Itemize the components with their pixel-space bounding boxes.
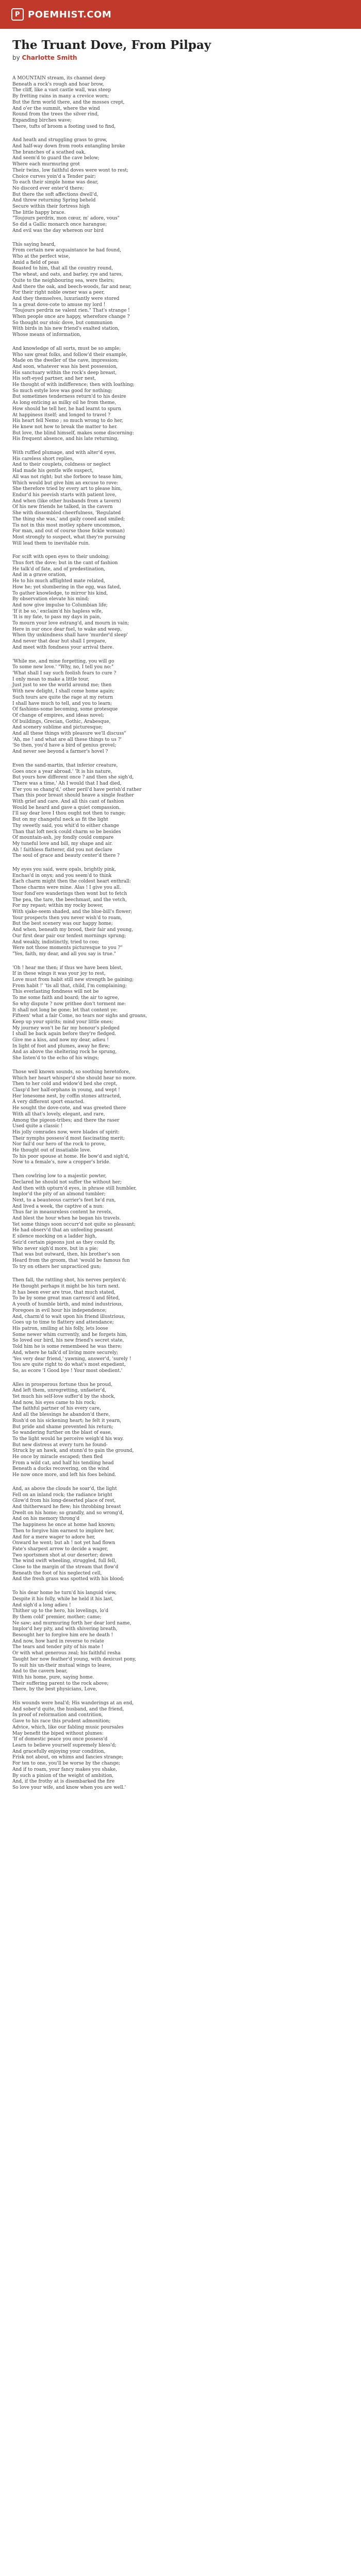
poem-line: Thither up to the hero, his lovelings, lo'd xyxy=(12,1608,109,1614)
poem-line: To his dear home he turn'd his languid view, xyxy=(12,1590,117,1596)
poem-line: Implor'd hey pity, and with shivering breath, xyxy=(12,1626,118,1632)
poem-line: Onward he went; but ah ! not yet had flown xyxy=(12,1540,116,1546)
stanza xyxy=(12,138,349,234)
poem-line: E'er you so chang'd,' other peril'd have perish'd rather xyxy=(12,787,142,792)
poem-line: Yet much his self-love suffer'd by the shock, xyxy=(12,1394,116,1400)
byline xyxy=(12,54,349,61)
poem-line: And, where he talk'd of living more securely; xyxy=(12,1350,119,1355)
poem-line: He sought the dove-cote, and was greeted there xyxy=(12,1106,126,1111)
poem-line: Of fashions-some becoming, some grotesque xyxy=(12,707,118,713)
poem-line: To the light would he perceive weigh'd his way. xyxy=(12,1436,124,1442)
poem-line: And there the oak, and beech-woods, far and near, xyxy=(12,284,132,290)
poem-line: Nor fail'd our hero of the rock to prove, xyxy=(12,1142,106,1147)
poem-line: But new distress at every turn he found- xyxy=(12,1442,108,1448)
poem-line: She listen'd to the echo of his wings; xyxy=(12,1056,99,1061)
poem-line: Their twins, low faithful doves were wont to rest; xyxy=(12,167,128,173)
poem-line: Round from the trees the silver rind, xyxy=(12,112,99,117)
poem-line: Those well known sounds, so soothing heretofore, xyxy=(12,1069,130,1075)
poem-line: 'It is my fate, to pass my days in pain, xyxy=(12,615,102,620)
poem-line: And threw returning Spring beheld xyxy=(12,198,96,204)
poem-line: Foregoes in evil hour his independence; xyxy=(12,1308,107,1313)
poem-line: "Yes, faith, my dear, and all you say is true." xyxy=(12,951,116,957)
poem-line: Fell on an inland rock; the radiance bright xyxy=(12,1492,112,1498)
poem-line: The pea, the tare, the beechmast, and the vetch, xyxy=(12,897,127,903)
poem-line: Then to forgive him earnest to implore her, xyxy=(12,1528,114,1534)
poem-line: And when (like other husbands from a tavern) xyxy=(12,498,121,504)
poem-line: But the best scenery was our happy home; xyxy=(12,921,113,927)
poem-line: At happiness itself; and longed to travel ? xyxy=(12,412,110,418)
poem-line: From a wild cat, and half his tendiing head xyxy=(12,1460,114,1466)
poem-line: Who saw great folks, and follow'd their example, xyxy=(12,352,127,358)
poem-content xyxy=(0,29,361,1791)
poem-line: The soul of grace and beauty center'd there ? xyxy=(12,853,120,859)
poem-line: And scenery sublime and picturesque; xyxy=(12,725,103,731)
poem-line: His wounds were heal'd; His wanderings at an end, xyxy=(12,1701,134,1706)
poem-line: His heart fell Nemo ; so much wrong to do her, xyxy=(12,418,123,424)
poem-line: The faithful partner of his every care, xyxy=(12,1406,101,1412)
poem-line: E silence mocking on a ladder high, xyxy=(12,1234,97,1240)
poem-line: Beneath a rock's rough and hoar brow, xyxy=(12,81,104,87)
poem-line: Where each murmuring grot xyxy=(12,162,80,167)
poem-line: And in a grave oration, xyxy=(12,572,67,578)
poem-line: To some new love.' "Why, no, I tell you no:" xyxy=(12,665,114,670)
poem-line: This saying heard, xyxy=(12,242,56,247)
poem-line: Two sportsmen shot at our deserter; down xyxy=(12,1552,113,1558)
poem-line: Yet some things soon occurr'd not quite so pleasant; xyxy=(12,1222,136,1227)
poem-line: But sometimes tenderness return'd to his desire xyxy=(12,394,126,400)
poem-line: His soft-eyed partner, and her nest, xyxy=(12,376,96,382)
poem-line: So wandering further on the blast of ease, xyxy=(12,1430,112,1436)
poem-line: Then cowlring low to a majestic powter, xyxy=(12,1174,107,1179)
poem-line: Beneath the foot of his neglected cell, xyxy=(12,1570,102,1576)
poem-line: And never that dear hut shall I prepare, xyxy=(12,639,107,645)
poem-line: And gracefully enjoying your condition, xyxy=(12,1749,106,1754)
poem-line: Glow'd from his long-deserted place of rest, xyxy=(12,1498,116,1504)
poem-line: A youth of humble birth, and mind industrious, xyxy=(12,1302,123,1308)
poem-line: How he; yet slumbering in the egg, was fated, xyxy=(12,584,121,590)
author-link[interactable]: Charlotte Smith xyxy=(22,54,77,61)
poem-line: No discord ever enter'd there; xyxy=(12,185,84,191)
poem-line: Secure within their fortress high xyxy=(12,204,90,210)
poem-line: All was not right; but she forbore to tease him, xyxy=(12,474,123,480)
poem-line: Fate's sharpest arrow to decide a wager, xyxy=(12,1546,108,1552)
poem-line: To be by some great man carress'd and fêted, xyxy=(12,1296,120,1301)
poem-line: Thy sweetly said, you whit'd to either change xyxy=(12,823,119,828)
poem-line: From habit !' 'tis all that, child, I'm complaining; xyxy=(12,983,127,989)
poem-line: 'What shall I say such foolish fears to cure ? xyxy=(12,670,117,676)
stanza xyxy=(12,1174,349,1270)
poem-line: For scift with open eyes to their undoing; xyxy=(12,554,110,560)
poem-line: 'If of domestic peace you once possess'd xyxy=(12,1737,108,1742)
poem-line: The tears and tender pity of his mate ! xyxy=(12,1645,104,1650)
poem-line: And heath and struggling grass to grow, xyxy=(12,138,107,143)
poem-line: So thought our stoic dove, but communion xyxy=(12,320,113,326)
poem-line: Taught her now feather'd young, with dexicust pony, xyxy=(12,1656,136,1662)
poem-line: Heard from the groom, that 'would be famous fun xyxy=(12,1258,130,1263)
poem-line: By observation elevate his mind; xyxy=(12,597,89,602)
poem-line: I only mean to make a little tour, xyxy=(12,676,90,682)
poem-line: Had made his gentle wife suspect, xyxy=(12,468,94,474)
poem-line: She with dissembled cheerfulness, 'Regulated xyxy=(12,511,121,516)
poem-line: And, if the frothy at is disembarked the fire xyxy=(12,1779,115,1785)
poem-line: Choice curves yoin'd a Tender pair; xyxy=(12,174,96,179)
poem-line: Who at the perfect wise, xyxy=(12,253,70,259)
poem-line: The happiness he once at home had known; xyxy=(12,1522,116,1528)
stanza xyxy=(12,1590,349,1693)
poem-line: Enchas'd in onyx; and you seem'd to think xyxy=(12,873,112,878)
poem-line: And they themselves, luxuriantly were stored xyxy=(12,296,120,301)
poem-line: But the firm world there, and the mosses crept, xyxy=(12,99,125,105)
poem-line: I'll say dear love I thou ought not then to range; xyxy=(12,811,126,817)
poem-line: So, as ecore 'I Good bye ! Your most obedient.' xyxy=(12,1368,123,1374)
poem-line: Her lonesome nest, by coffin stones attracted, xyxy=(12,1093,121,1099)
poem-line: Each charm might then the coldest heart enthrall: xyxy=(12,879,131,885)
poem-line: 'While me, and mine forgetting, you will go xyxy=(12,658,114,664)
poem-line: Learn to believe yourself supremely bless'd; xyxy=(12,1743,117,1748)
poem-line: And for a mere wager to adore her, xyxy=(12,1534,95,1540)
poem-line: And meet with fondness your arrival there. xyxy=(12,645,114,650)
poem-line: His patron, smiling at his folly, lets loose xyxy=(12,1326,108,1331)
poem-line: From certain new acquaintance he had found, xyxy=(12,248,121,253)
poem-line: He once by miracle escaped; then fled xyxy=(12,1454,103,1460)
stanza xyxy=(12,76,349,130)
poem-line: When thy unkindness shall have 'murder'd sleep' xyxy=(12,633,128,638)
poem-line: With grief and care. And all this cant of fashion xyxy=(12,799,124,805)
poem-line: And to the cavern bear, xyxy=(12,1669,68,1674)
poem-line: And, charm'd to wait upon his friend illustrious, xyxy=(12,1314,125,1319)
poem-line: Clasp'd her half-orphans in young, and wept ! xyxy=(12,1087,120,1093)
poem-line: It has been ever are true, that much stated, xyxy=(12,1290,116,1295)
poem-line: But on my changeful neck as fit the light xyxy=(12,817,108,823)
poem-line: You are quite right to do what's most expedient, xyxy=(12,1362,126,1368)
poem-line: Here in our once dear fuel, to wake and weep, xyxy=(12,626,122,632)
poem-line: Ah ! faithless flatterer, did you not declare xyxy=(12,847,112,853)
poem-line: Goes once a year abroad.' 'It is his nature, xyxy=(12,769,112,774)
poem-line: The branches of a scathed oak, xyxy=(12,149,86,155)
poem-line: And if to roam, your fancy makes you shake, xyxy=(12,1767,117,1772)
poem-line: And thitherward he flew; his throbbing breast xyxy=(12,1504,121,1510)
poem-line: Alles in prosperous fortune thus he proud, xyxy=(12,1382,112,1387)
poem-line: But pride and shame prevented his return; xyxy=(12,1424,113,1430)
poem-line: And blest the hour when he began his travels. xyxy=(12,1216,121,1222)
poem-line: Declared he should not suffer the without her; xyxy=(12,1179,122,1185)
poem-line: So why dispute ? now prithee don't torment me: xyxy=(12,1001,126,1007)
poem-line: So love your wife, and know when you are well.' xyxy=(12,1785,126,1790)
poem-line: By fretting rains in many a crevice worn; xyxy=(12,94,109,99)
poem-line: To try on others her unpracticed gun; xyxy=(12,1264,101,1269)
poem-line: Who never sigh'd more, but in a pie; xyxy=(12,1246,99,1251)
poem-line: To me some faith and board; the air to agree, xyxy=(12,995,120,1001)
poem-line: He knew not how to break the matter to her. xyxy=(12,424,118,430)
poem-line: Frisk not about, on whims and fancies strange; xyxy=(12,1755,124,1760)
poem-line: With all that's lovely, elegant, and rare, xyxy=(12,1111,105,1117)
poem-line: With ruffled plumage, and with alter'd eyes, xyxy=(12,450,117,456)
poem-line: Fifteen' what a fair Come, no tears nor sighs and groans, xyxy=(12,1013,147,1019)
poem-line: And knowledge of all sorts, must be so ample; xyxy=(12,346,121,351)
poem-line: 'If it be so,' exclaim'd his hapless wife, xyxy=(12,608,103,614)
poem-line: Tis not in this most motley sphere uncommon, xyxy=(12,522,122,528)
site-logo[interactable] xyxy=(11,8,111,21)
poem-line: For ten to one, you'll be worse by the change; xyxy=(12,1761,121,1767)
poem-line: To his poor spouse at home. He bow'd and sigh'd, xyxy=(12,1154,129,1159)
stanza xyxy=(12,1070,349,1166)
poem-line: And now, his eyes came to his rock; xyxy=(12,1400,96,1405)
poem-line: And now, how hard in reverse to relate xyxy=(12,1638,104,1644)
poem-line: May benefit the biped without plumes: xyxy=(12,1731,104,1736)
poem-line: Seiz'd certain pigeons just as they could fly, xyxy=(12,1240,116,1245)
poem-line: Despite it his folly, while he held it his last, xyxy=(12,1596,114,1602)
poem-line: There, tufts of broom a footing used to find, xyxy=(12,124,116,129)
stanza xyxy=(12,1278,349,1374)
poem-line: And sigh'd a long adieu ! xyxy=(12,1602,71,1608)
poem-line: And all these things with pleasure we'll discuss" xyxy=(12,731,126,737)
stanza xyxy=(12,554,349,651)
poem-line: Such tours are quite the rage at my return xyxy=(12,694,113,700)
poem-line: And to their couplets, coldness or neglect xyxy=(12,462,111,468)
poem-line: My eyes you said, were opals, brightly pink, xyxy=(12,867,116,873)
poem-line: And half-way down from roots entangling broke xyxy=(12,144,125,149)
poem-line: And left them, unregretting, unfaeter'd, xyxy=(12,1388,106,1394)
poem-line: By such a pinion of the weight of ambition, xyxy=(12,1773,114,1778)
poem-line: And, as above the clouds he soar'd, the light xyxy=(12,1486,117,1492)
poem-line: With sjake-seem shaded, and the blue-bill's flower; xyxy=(12,909,133,914)
stanza xyxy=(12,1701,349,1791)
poem-line: I shall be back again before they're fledged. xyxy=(12,1031,117,1037)
poem-line: So much estyle love was good for nothing; xyxy=(12,388,112,394)
poem-line: 'Oh ! hear me then; if thus we have been blest, xyxy=(12,965,123,971)
poem-line: "Toujours perdrix ne valent rien." That's strange ! xyxy=(12,308,130,314)
poem-line: The wind swift wheeling, struggled, full fell, xyxy=(12,1558,117,1564)
poem-line: So loved our bird, his new friend's secret state, xyxy=(12,1338,124,1344)
poem-line: The cliff, like a vast castle wall, was steep xyxy=(12,88,111,93)
poem-line: By them cold' premier, mother; came; xyxy=(12,1614,102,1620)
poem-line: Or with what generous zeal; his faithful resha xyxy=(12,1651,121,1656)
poem-line: Than this poor breast should heave a single feather xyxy=(12,793,134,799)
poem-line: Quite to the neighbouring sea, were theirs; xyxy=(12,278,114,283)
poem-line: Your prospects then you never wish'd to roam, xyxy=(12,915,122,921)
poem-line: She therefore tried by every art to please him, xyxy=(12,486,122,492)
poem-line: Which would but give him an excuse to rove: xyxy=(12,480,119,486)
poem-line: Gave to his race this prudent admonition; xyxy=(12,1719,111,1724)
poem-line: He now once more, and left his foes behind. xyxy=(12,1472,117,1478)
poem-line: With his home, pure, saying home. xyxy=(12,1674,94,1680)
poem-line: Thus far in measureless content he revels, xyxy=(12,1210,112,1215)
poem-line: Goes up to time to flattery and attendance; xyxy=(12,1320,114,1326)
poem-line: Made on the dweller of the cave, impression; xyxy=(12,358,119,364)
poem-line: My tuneful love and bill, my shape and air. xyxy=(12,841,113,846)
poem-line: That was but outward, then, his brother's son xyxy=(12,1252,120,1258)
poem-line: 'So then, you'd have a bird of genius grovel; xyxy=(12,743,117,749)
stanza xyxy=(12,346,349,443)
poem-line: So did a Gallic monarch once harangue; xyxy=(12,222,107,228)
poem-line: Ne saw; and murmuring forth her dear lord name, xyxy=(12,1620,132,1626)
stanza xyxy=(12,965,349,1062)
poem-line: In a great dove-cote to amuse my lord ! xyxy=(12,302,106,308)
poem-line: He thought perhaps it might be his turn next. xyxy=(12,1284,120,1290)
poem-line: In proof of reformation and contrition, xyxy=(12,1713,103,1718)
poem-line: Which her heart whisper'd she should hear no more. xyxy=(12,1075,137,1081)
poem-line: The wheat, and oats, and barley, rye and tares, xyxy=(12,272,123,278)
poem-line: 'Yes very dear friend,' yawning, answer'd, 'surely ! xyxy=(12,1356,132,1362)
poem-line: Used quite a classic ! xyxy=(12,1124,63,1129)
poem-line: Your fond'ere wanderings then wont but to fetch xyxy=(12,891,127,896)
poem-line: To each their simple home was dear, xyxy=(12,180,99,185)
poem-line: Keep up your spirits; mind your little ones; xyxy=(12,1019,113,1025)
poem-line: Next, to a beauteous carrier's feet he'd run, xyxy=(12,1197,116,1203)
poem-line: Their suffering parent to the rock above; xyxy=(12,1681,109,1686)
stanza xyxy=(12,242,349,338)
stanza xyxy=(12,1382,349,1479)
poem-line: And the fresh grass was spotted with his blood; xyxy=(12,1577,125,1582)
poem-title: The Truant Dove, From Pilpay xyxy=(12,38,211,52)
poem-line: Then to her cold and widow'd bed she crept, xyxy=(12,1081,118,1087)
poem-line: He thought of with indifference; then with loathing; xyxy=(12,382,135,388)
poem-line: Whose means of information, xyxy=(12,332,81,338)
poem-line: To suit his un-their mutual wings to leave, xyxy=(12,1663,112,1668)
poem-line: And weakly, indistinctly, tried to coo; xyxy=(12,939,100,945)
poem-line: The thing she was,' and gaily cooed and smiled; xyxy=(12,516,125,522)
site-header xyxy=(0,0,361,29)
poem-line: He thought out of insatiable love. xyxy=(12,1148,91,1154)
poem-line: Will lead them to inevitable ruin. xyxy=(12,540,90,546)
poem-line: There, by the best physicians, Love, xyxy=(12,1687,97,1692)
poem-line: Give me a kiss, and now my dear, adieu ! xyxy=(12,1038,109,1043)
poem-line: As long enticing as milky oil he from theme, xyxy=(12,400,117,406)
poem-line: For man, and out of course those fickle woman) xyxy=(12,529,125,534)
poem-line: In light of foot and plumes, away he flew; xyxy=(12,1043,110,1049)
poem-line: With birds in his new friend's exalted station, xyxy=(12,326,120,332)
poem-line: Rush'd on his sickening heart; he felt it yearn, xyxy=(12,1418,122,1423)
poem-line: And as above the sheltering rock he sprung, xyxy=(12,1049,117,1055)
poem-line: Love must from habit still new strength be gaining; xyxy=(12,977,134,983)
poem-line: Endur'd his peevish starts with patient love, xyxy=(12,493,117,498)
poem-line: His sanctuary within the rock's deep breast, xyxy=(12,370,117,376)
poem-line: My journey won't be far my honour's pledged xyxy=(12,1025,120,1031)
poem-line: Beneath a ducks recovering, on the wind xyxy=(12,1466,109,1472)
stanza xyxy=(12,867,349,958)
poem-line: A MOUNTAIN stream, its channel deep xyxy=(12,76,106,81)
poem-line: But yours how different once ? and then she sigh'd, xyxy=(12,775,134,781)
poem-line: And now give impulse to Columbian life; xyxy=(12,602,108,608)
poem-line: And then with upturn'd eyes, in phrase still humbler, xyxy=(12,1185,137,1191)
poem-line: But love, the blind himself, makes some discerning: xyxy=(12,430,134,436)
poem-line: When people once are happy, wherefore change ? xyxy=(12,314,130,320)
poem-line: If in these wings it was your joy to rest, xyxy=(12,971,106,977)
by-label: by xyxy=(12,54,20,61)
poem-line: Amid a field of peas xyxy=(12,260,59,265)
poem-line: To mourn your love estrang'd, and mourn in vain; xyxy=(12,621,129,626)
poem-line: He talk'd of fate, and of predestination, xyxy=(12,566,106,572)
poem-line: Most strongly to suspect, what they're pursuing xyxy=(12,534,126,540)
poem-line: For their right noble owner was a peer, xyxy=(12,290,105,296)
poem-line: And sober'd quite, the husband, and the friend, xyxy=(12,1706,124,1712)
poem-line: For my repast; within my rocky bower, xyxy=(12,903,104,909)
poem-line: Would be heard and gave a quiet compassion. xyxy=(12,805,121,810)
poem-line: 'Ah, me ! and what are all these things to us ?' xyxy=(12,737,122,742)
poem-line: "Toujours perdrix, mon cœur, m' adore, vous" xyxy=(12,216,120,222)
poem-line: Their nymphs possess'd most fascinating merit; xyxy=(12,1136,125,1141)
poem-line: To gather knowledge, to mirror his kind, xyxy=(12,590,108,596)
poem-line: Close to the margin of the stream that flow'd xyxy=(12,1565,119,1570)
poem-line: Implor'd the pity of an almond tumbler; xyxy=(12,1192,106,1197)
poem-line: This everlasting fondness will not be xyxy=(12,989,99,995)
poem-line: Were not those moments picturesque to you ?" xyxy=(12,945,123,951)
poem-line: Told him he is some remembeed he was there; xyxy=(12,1344,122,1350)
poem-line: And all the blessings he abandon'd there, xyxy=(12,1412,110,1418)
poem-line: And on his memory throng'd xyxy=(12,1516,80,1522)
poem-line: 'There was a time,' Ah I would that I had died, xyxy=(12,781,122,786)
poem-line: Of change of empires, and ideas novel; xyxy=(12,713,104,718)
poem-line: Of buildings, Grecian, Gothic, Arabesque, xyxy=(12,719,111,724)
stanza xyxy=(12,1486,349,1583)
poem-line: Those charms were mine. Alas ! I give you all. xyxy=(12,885,121,891)
poem-line: Expanding birches wave; xyxy=(12,117,72,123)
poem-line: Boasted to him, that all the country round, xyxy=(12,266,113,272)
poem-line: Than that loft neck could charm so be besides xyxy=(12,829,121,835)
poem-line: It shall not long be gone; let that content ye: xyxy=(12,1007,118,1013)
poem-line: Our first dear pair our tenfest mornings sprung; xyxy=(12,933,126,939)
poem-line: He had observ'd that an unfeeling peasant xyxy=(12,1228,113,1233)
poem-line: Struck by an hawk, and stunn'd to gain the ground, xyxy=(12,1448,134,1454)
stanza xyxy=(12,659,349,755)
poem-body xyxy=(12,76,349,1791)
poem-line: Thus fort the dove; but in the cant of fashion xyxy=(12,561,118,566)
poem-line: Of mountain-ash, joy fondly could compare xyxy=(12,835,114,841)
stanza xyxy=(12,763,349,859)
poem-line: And never see beyond a farmer's hovel ? xyxy=(12,749,108,755)
poem-line: And o'er the summit, where the wind xyxy=(12,106,100,111)
logo-mark-icon: P xyxy=(11,8,24,21)
poem-line: How should he tell her, he had learnt to spurn xyxy=(12,406,121,412)
poem-line: Of his new friends he talked, in the cavern xyxy=(12,504,113,510)
poem-line: With new delight, I shall come home again; xyxy=(12,689,114,694)
poem-line: Even the sand-martin, that inferior creature, xyxy=(12,762,118,768)
poem-line: Just just to see the world around me; then xyxy=(12,683,112,688)
stanza xyxy=(12,450,349,547)
poem-line: And lived a week, the captive of a nun: xyxy=(12,1204,104,1209)
poem-line: Then fall, the rattling shot, his nerves perplex'd; xyxy=(12,1278,126,1283)
poem-line: Besought her to forgive him ere he death ! xyxy=(12,1633,113,1638)
poem-line: And evil was the day whereon our bird xyxy=(12,228,104,233)
poem-line: Dwelt on his home; so grandly, and so wrong'd, xyxy=(12,1510,124,1516)
poem-line: And soon, whatever was his best possession, xyxy=(12,364,118,369)
logo-text: POEMHIST.COM xyxy=(28,9,112,20)
poem-line: He to his much afflighted mate related, xyxy=(12,579,105,584)
poem-line: Among the pigeon-tribes; and there the raser xyxy=(12,1117,120,1123)
poem-line: His careless short replies, xyxy=(12,456,74,462)
poem-line: And when, beneath my brood, their fair and young, xyxy=(12,927,133,933)
poem-line: A very different sport enacted. xyxy=(12,1099,85,1105)
poem-line: Some newer whim currently, and he forgets him, xyxy=(12,1332,128,1337)
poem-line: But there the soft affections dwell'd, xyxy=(12,192,99,197)
poem-line: Now to a female's, now a cropper's bride. xyxy=(12,1160,111,1165)
poem-line: His frequent absence, and his late returning, xyxy=(12,436,119,442)
poem-line: The little happy brace. xyxy=(12,210,66,215)
poem-line: Advice, which, like our fabling music poursales xyxy=(12,1724,124,1730)
poem-line: I shall have much to tell, and you to learn; xyxy=(12,701,112,706)
poem-line: And seem'd to guard the cave below; xyxy=(12,156,100,161)
poem-line: His jolly comrades now, were blades of spirit: xyxy=(12,1129,120,1135)
